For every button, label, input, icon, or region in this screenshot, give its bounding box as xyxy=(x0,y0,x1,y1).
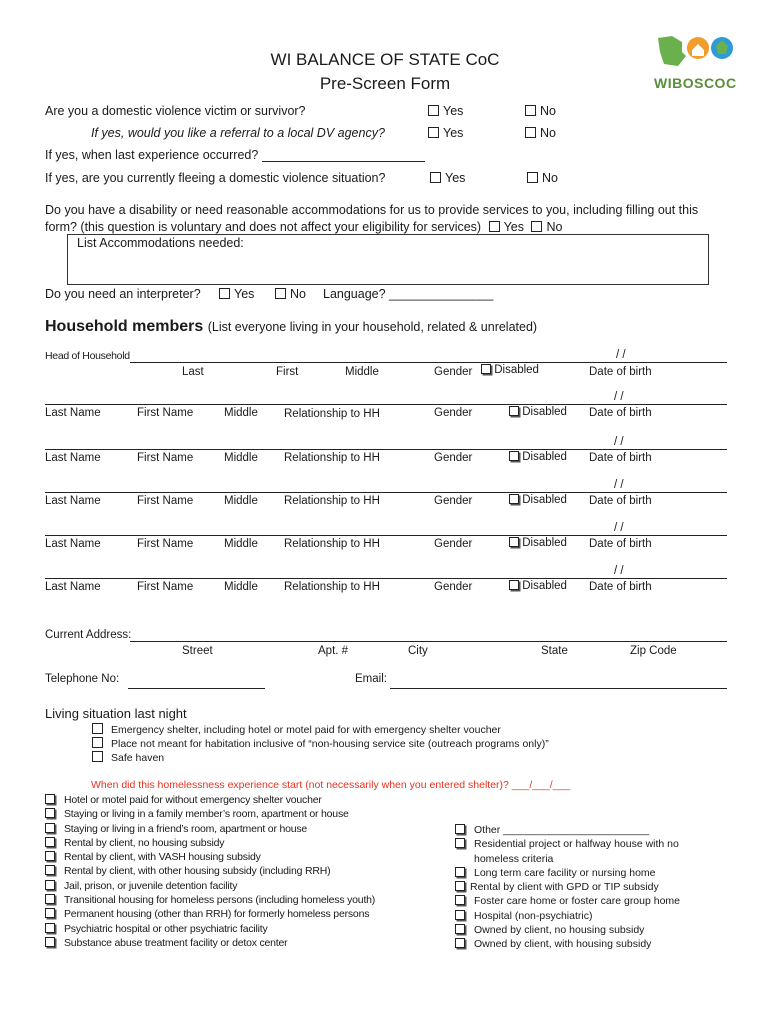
col-last-name: Last Name xyxy=(45,538,101,550)
disability-question: Do you have a disability or need reasonable accommodations for us to provide services to you, including filling out this xyxy=(45,203,699,217)
member-line[interactable] xyxy=(45,449,727,450)
checkbox[interactable] xyxy=(45,894,55,904)
option-label: homeless criteria xyxy=(474,852,554,865)
option-label: Other _________________________ xyxy=(474,824,650,836)
col-first-name: First Name xyxy=(137,538,194,550)
form-subtitle: Pre-Screen Form xyxy=(319,74,451,93)
interpreter-question: Do you need an interpreter? xyxy=(45,287,201,301)
disabled-label: Disabled xyxy=(522,451,567,463)
household-heading-row xyxy=(45,318,537,336)
living-option-place-not-meant[interactable] xyxy=(92,737,549,751)
checkbox[interactable] xyxy=(455,924,465,934)
email-field[interactable] xyxy=(390,688,727,689)
col-middle: Middle xyxy=(224,581,258,593)
checkbox[interactable] xyxy=(455,938,465,948)
logo-text: WIBOSCOC xyxy=(654,75,737,91)
col-gender: Gender xyxy=(434,452,473,464)
checkbox[interactable] xyxy=(45,865,55,875)
member-dob-slashes: / / xyxy=(614,391,624,403)
checkbox[interactable] xyxy=(455,867,465,877)
checkbox[interactable] xyxy=(525,127,536,138)
dv-fleeing-no[interactable] xyxy=(527,171,558,185)
living-option[interactable] xyxy=(455,909,680,923)
member-line[interactable] xyxy=(45,535,727,536)
head-of-household-label: Head of Household xyxy=(45,350,130,362)
living-option[interactable] xyxy=(455,866,680,880)
option-label: Emergency shelter, including hotel or motel paid for with emergency shelter voucher xyxy=(111,724,501,736)
member-line[interactable] xyxy=(45,492,727,493)
member-disabled[interactable] xyxy=(509,406,567,418)
logo-graphic xyxy=(652,34,748,68)
checkbox[interactable] xyxy=(455,824,465,834)
living-option[interactable] xyxy=(45,793,375,807)
col-middle: Middle xyxy=(224,538,258,550)
no-label: No xyxy=(290,287,306,301)
interpreter-no[interactable] xyxy=(275,287,306,301)
member-dob-slashes: / / xyxy=(614,522,624,534)
member-line[interactable] xyxy=(45,404,727,405)
checkbox[interactable] xyxy=(92,723,103,734)
address-state-label: State xyxy=(541,645,568,657)
living-left-options xyxy=(45,793,375,950)
checkbox[interactable] xyxy=(275,288,286,299)
yes-label: Yes xyxy=(503,220,524,234)
col-gender: Gender xyxy=(434,495,473,507)
col-gender: Gender xyxy=(434,407,473,419)
option-label: Safe haven xyxy=(111,752,165,764)
member-dob-slashes: / / xyxy=(614,565,624,577)
address-zip-label: Zip Code xyxy=(630,645,677,657)
col-relationship: Relationship to HH xyxy=(284,495,380,507)
checkbox[interactable] xyxy=(509,537,519,547)
checkbox[interactable] xyxy=(489,221,500,232)
living-option[interactable] xyxy=(45,879,375,893)
head-col-middle: Middle xyxy=(345,366,379,378)
col-dob: Date of birth xyxy=(589,407,652,419)
dv-referral-no[interactable] xyxy=(525,126,556,140)
address-apt-label: Apt. # xyxy=(318,645,349,657)
living-option[interactable] xyxy=(455,937,680,951)
col-first-name: First Name xyxy=(137,452,194,464)
member-dob-slashes: / / xyxy=(614,436,624,448)
yes-label: Yes xyxy=(445,171,466,185)
living-option-other[interactable] xyxy=(455,823,680,837)
col-middle: Middle xyxy=(224,495,258,507)
checkbox[interactable] xyxy=(219,288,230,299)
checkbox[interactable] xyxy=(45,808,55,818)
member-disabled[interactable] xyxy=(509,494,567,506)
checkbox[interactable] xyxy=(428,105,439,116)
col-gender: Gender xyxy=(434,581,473,593)
col-gender: Gender xyxy=(434,538,473,550)
col-last-name: Last Name xyxy=(45,495,101,507)
col-first-name: First Name xyxy=(137,495,194,507)
dv-question-when: If yes, when last experience occurred? xyxy=(45,148,259,162)
checkbox[interactable] xyxy=(45,851,55,861)
option-label: Staying or living in a friend’s room, apartment or house xyxy=(64,822,308,835)
dv-referral-yes[interactable] xyxy=(428,126,463,140)
living-right-options xyxy=(455,823,680,952)
member-disabled[interactable] xyxy=(509,451,567,463)
col-last-name: Last Name xyxy=(45,581,101,593)
living-primary-options xyxy=(92,723,549,765)
living-option[interactable] xyxy=(45,822,375,836)
option-label: Rental by client, with other housing subsidy (including RRH) xyxy=(64,865,331,878)
col-middle: Middle xyxy=(224,452,258,464)
checkbox[interactable] xyxy=(509,451,519,461)
checkbox[interactable] xyxy=(525,105,536,116)
checkbox[interactable] xyxy=(455,881,465,891)
col-dob: Date of birth xyxy=(589,495,652,507)
checkbox[interactable] xyxy=(531,221,542,232)
checkbox[interactable] xyxy=(455,910,465,920)
checkbox[interactable] xyxy=(92,737,103,748)
checkbox[interactable] xyxy=(45,908,55,918)
checkbox[interactable] xyxy=(455,838,465,848)
household-note: (List everyone living in your household, related & unrelated) xyxy=(207,320,538,334)
interpreter-yes[interactable] xyxy=(219,287,254,301)
member-dob-slashes: / / xyxy=(614,479,624,491)
disabled-label: Disabled xyxy=(522,537,567,549)
member-disabled[interactable] xyxy=(509,580,567,592)
checkbox[interactable] xyxy=(509,580,519,590)
interpreter-language[interactable]: Language? _______________ xyxy=(323,287,494,301)
dv-victim-yes[interactable] xyxy=(428,104,463,118)
checkbox[interactable] xyxy=(45,794,55,804)
head-disabled[interactable] xyxy=(481,364,539,376)
col-dob: Date of birth xyxy=(589,452,652,464)
head-col-first: First xyxy=(276,366,299,378)
dv-question-fleeing: If yes, are you currently fleeing a domestic violence situation? xyxy=(45,171,386,185)
option-label: Place not meant for habitation inclusive of “non-housing service site (outreach programs only)” xyxy=(111,738,549,750)
checkbox[interactable] xyxy=(92,751,103,762)
head-dob-slashes: / / xyxy=(616,349,626,361)
option-label: Psychiatric hospital or other psychiatric facility xyxy=(64,922,268,935)
option-label: Rental by client, no housing subsidy xyxy=(64,836,225,849)
disabled-label: Disabled xyxy=(522,406,567,418)
living-option[interactable] xyxy=(45,922,375,936)
living-option[interactable] xyxy=(45,907,375,921)
yes-label: Yes xyxy=(234,287,255,301)
living-option[interactable] xyxy=(45,864,375,878)
option-label: Long term care facility or nursing home xyxy=(474,866,656,879)
option-label: Transitional housing for homeless persons (including homeless youth) xyxy=(64,894,376,907)
telephone-label: Telephone No: xyxy=(45,673,120,685)
option-label: Rental by client, with VASH housing subsidy xyxy=(64,851,261,864)
option-label: Hospital (non-psychiatric) xyxy=(474,909,593,922)
no-label: No xyxy=(542,171,558,185)
disability-question-line2: form? (this question is voluntary and does not affect your eligibility for services) xyxy=(45,220,482,234)
wiboscoc-logo xyxy=(652,34,748,90)
option-label: Jail, prison, or juvenile detention facility xyxy=(64,879,238,892)
col-last-name: Last Name xyxy=(45,407,101,419)
dv-question-referral: If yes, would you like a referral to a local DV agency? xyxy=(91,126,385,140)
member-disabled[interactable] xyxy=(509,537,567,549)
address-label: Current Address: xyxy=(45,629,132,641)
address-city-label: City xyxy=(408,645,428,657)
checkbox[interactable] xyxy=(45,823,55,833)
living-option[interactable] xyxy=(455,894,680,908)
living-option-continued xyxy=(455,852,680,866)
checkbox[interactable] xyxy=(428,127,439,138)
head-of-household-field[interactable] xyxy=(130,362,727,363)
col-dob: Date of birth xyxy=(589,581,652,593)
checkbox[interactable] xyxy=(45,923,55,933)
telephone-field[interactable] xyxy=(128,688,265,689)
disabled-label: Disabled xyxy=(522,494,567,506)
living-option[interactable] xyxy=(45,893,375,907)
living-option-safe-haven[interactable] xyxy=(92,751,549,765)
living-option[interactable] xyxy=(45,936,375,950)
dv-victim-no[interactable] xyxy=(525,104,556,118)
head-col-gender: Gender xyxy=(434,366,473,378)
checkbox[interactable] xyxy=(481,364,491,374)
disability-yes[interactable] xyxy=(489,220,524,234)
yes-label: Yes xyxy=(443,104,464,118)
no-label: No xyxy=(540,104,556,118)
col-last-name: Last Name xyxy=(45,452,101,464)
checkbox[interactable] xyxy=(45,837,55,847)
checkbox[interactable] xyxy=(509,406,519,416)
option-label: Substance abuse treatment facility or detox center xyxy=(64,936,288,949)
dv-fleeing-yes[interactable] xyxy=(430,171,465,185)
checkbox[interactable] xyxy=(509,494,519,504)
member-line[interactable] xyxy=(45,578,727,579)
email-label: Email: xyxy=(355,673,387,685)
checkbox[interactable] xyxy=(45,880,55,890)
form-title: WI BALANCE OF STATE CoC xyxy=(270,50,500,69)
col-relationship: Relationship to HH xyxy=(284,452,380,464)
disability-no[interactable] xyxy=(531,220,562,234)
option-label: Hotel or motel paid for without emergency shelter voucher xyxy=(64,794,322,806)
col-first-name: First Name xyxy=(137,581,194,593)
homelessness-start-question[interactable]: When did this homelessness experience start (not necessarily when you entered shelter)? ___/___/___ xyxy=(91,779,571,791)
disability-question-cont xyxy=(45,220,562,234)
living-option[interactable] xyxy=(455,837,680,851)
col-relationship: Relationship to HH xyxy=(284,581,380,593)
no-label: No xyxy=(546,220,563,234)
col-relationship: Relationship to HH xyxy=(284,408,380,420)
accommodations-label: List Accommodations needed: xyxy=(77,236,244,250)
option-label: Residential project or halfway house with no xyxy=(474,838,679,851)
col-first-name: First Name xyxy=(137,407,194,419)
col-middle: Middle xyxy=(224,407,258,419)
checkbox[interactable] xyxy=(45,937,55,947)
checkbox[interactable] xyxy=(455,895,465,905)
option-label: Staying or living in a family member’s room, apartment or house xyxy=(64,808,349,821)
living-option[interactable] xyxy=(45,850,375,864)
disabled-label: Disabled xyxy=(494,364,539,376)
living-situation-heading: Living situation last night xyxy=(45,706,187,721)
head-col-dob: Date of birth xyxy=(589,366,652,378)
option-label: Permanent housing (other than RRH) for formerly homeless persons xyxy=(64,908,370,921)
no-label: No xyxy=(540,126,556,140)
col-dob: Date of birth xyxy=(589,538,652,550)
col-relationship: Relationship to HH xyxy=(284,538,380,550)
address-street-label: Street xyxy=(182,645,213,657)
living-option[interactable] xyxy=(45,836,375,850)
disabled-label: Disabled xyxy=(522,580,567,592)
household-heading: Household members xyxy=(45,318,204,335)
option-label: Owned by client, with housing subsidy xyxy=(474,938,652,951)
living-option[interactable] xyxy=(455,880,680,894)
yes-label: Yes xyxy=(443,126,464,140)
living-option[interactable] xyxy=(455,923,680,937)
dv-question-victim: Are you a domestic violence victim or survivor? xyxy=(45,104,306,118)
living-option-emergency-shelter[interactable] xyxy=(92,723,549,737)
living-option[interactable] xyxy=(45,807,375,821)
head-col-last: Last xyxy=(182,366,204,378)
address-field[interactable] xyxy=(130,641,727,642)
option-label: Owned by client, no housing subsidy xyxy=(474,924,645,937)
option-label: Foster care home or foster care group home xyxy=(474,895,681,908)
checkbox[interactable] xyxy=(527,172,538,183)
option-label: Rental by client with GPD or TIP subsidy xyxy=(470,881,659,894)
checkbox[interactable] xyxy=(430,172,441,183)
dv-when-field[interactable] xyxy=(262,161,425,162)
